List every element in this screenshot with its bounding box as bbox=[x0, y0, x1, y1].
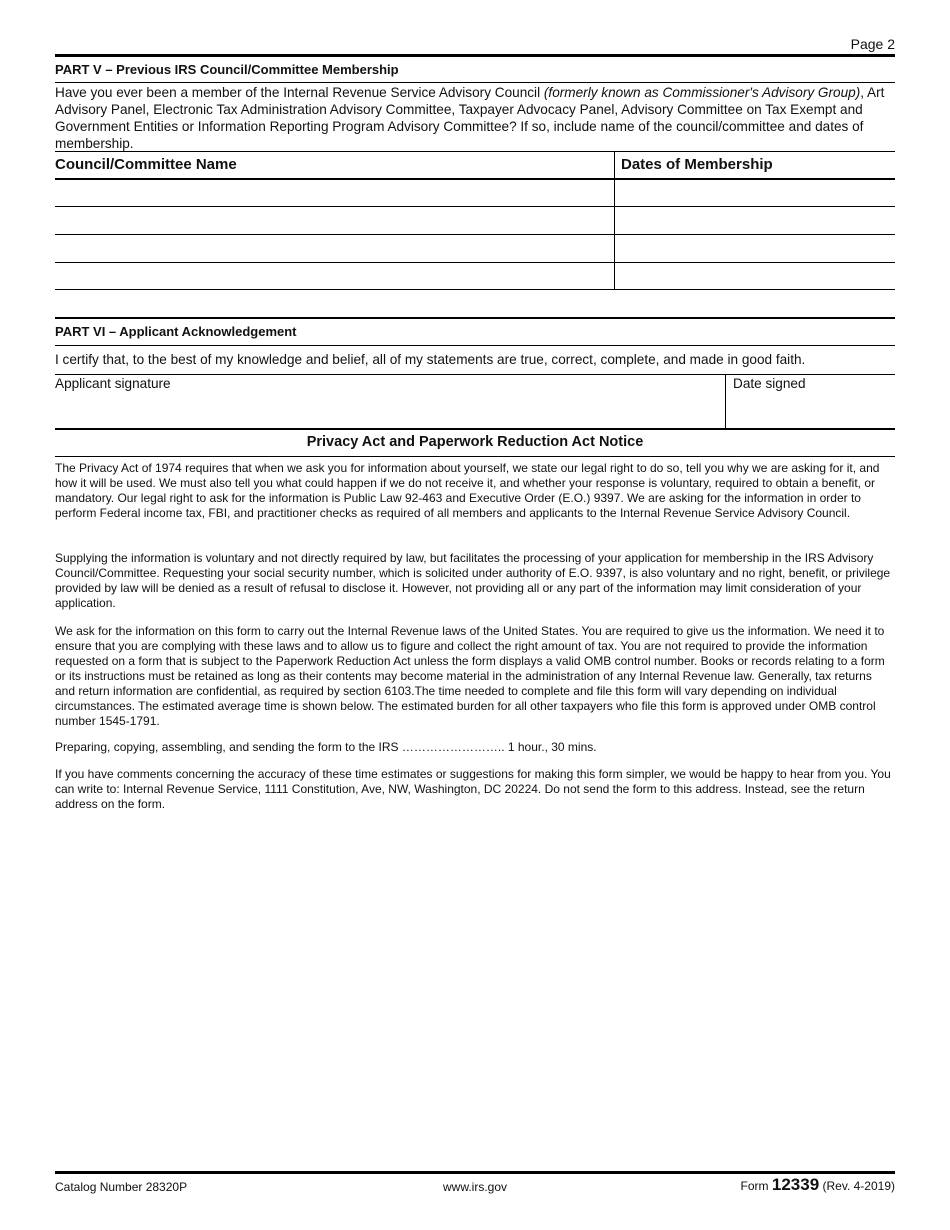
col-header-dates: Dates of Membership bbox=[621, 156, 773, 173]
form-number: 12339 bbox=[771, 1175, 820, 1194]
council-name-field-3[interactable] bbox=[55, 236, 613, 262]
privacy-paragraph-2: Supplying the information is voluntary and not directly required by law, but facilitates the processing of your application for membership in the IRS Advisory Council/Committee. Requesting your social security number, which is solicited under authority of E.O. 9397, is also voluntary and no right, benefit, or privilege provided by law will be denied as a result of refusal to disclose it. However, not providing all or any part of the information may limit consideration of your application. bbox=[55, 551, 891, 610]
form-page bbox=[55, 0, 895, 1230]
part6-divider bbox=[55, 345, 895, 346]
signature-divider bbox=[725, 374, 726, 429]
part5-divider bbox=[55, 82, 895, 83]
applicant-signature-field[interactable] bbox=[55, 376, 723, 428]
membership-dates-field-2[interactable] bbox=[616, 208, 895, 234]
privacy-paragraph-3: We ask for the information on this form to carry out the Internal Revenue laws of the United States. You are required to give us the information. We need it to ensure that you are complying with these laws and to allow us to figure and collect the right amount of tax. You are not required to provide the information requested on a form that is subject to the Paperwork Reduction Act unless the form displays a valid OMB control number. Books or records relating to a form or its instructions must be retained as long as their contents may become material in the administration of any Internal Revenue law. Generally, tax returns and return information are confidential, as required by section 6103.The time needed to complete and file this form will vary depending on individual circumstances. The estimated average time is shown below. The estimated burden for all other taxpayers who file this form is approved under OMB control number 1545-1791. bbox=[55, 624, 885, 728]
col-header-name: Council/Committee Name bbox=[55, 156, 237, 173]
top-rule bbox=[55, 54, 895, 57]
table-row-rule bbox=[55, 234, 895, 235]
part6-top-rule bbox=[55, 317, 895, 319]
membership-dates-field-1[interactable] bbox=[616, 180, 895, 206]
signature-bottom-rule bbox=[55, 428, 895, 430]
intro-text-b: , Art Advisory Panel, Electronic Tax Administration Advisory Committee, Taxpayer Advocacy Panel, Advisory Committee on Tax Exempt and Government Entities or Information Reporting Program Advisory Committee? If so, include name of the council/committee and dates of membership. bbox=[55, 85, 885, 151]
privacy-paragraph-1: The Privacy Act of 1974 requires that when we ask you for information about yourself, we state our legal right to do so, tell you why we are asking for it, and how it will be used. We must also tell you what could happen if we do not receive it, and whether your response is voluntary, required to obtain a benefit, or mandatory. Our legal right to ask for the information is Public Law 92-463 and Executive Order (E.O.) 9397. We are asking for the information in order to perform Federal income tax, FBI, and practitioner checks as required of all members and applicants to the Internal Revenue Service Advisory Council. bbox=[55, 461, 880, 520]
website-text: www.irs.gov bbox=[442, 1180, 507, 1194]
table-row-rule bbox=[55, 206, 895, 207]
council-name-field-1[interactable] bbox=[55, 180, 613, 206]
intro-text-a: Have you ever been a member of the Internal Revenue Service Advisory Council bbox=[55, 85, 544, 100]
date-signed-field[interactable] bbox=[727, 376, 895, 428]
intro-text-italic: (formerly known as Commissioner's Advisory Group) bbox=[543, 85, 861, 100]
privacy-paragraph-5: If you have comments concerning the accuracy of these time estimates or suggestions for making this form simpler, we would be happy to hear from you. You can write to: Internal Revenue Service, 1111 Constitution, Ave, NW, Washington, DC 20224. Do not send the form to this address. Instead, see the return address on the form. bbox=[55, 767, 891, 811]
form-revision: (Rev. 4-2019) bbox=[822, 1179, 895, 1193]
table-bottom-rule bbox=[55, 289, 895, 290]
time-estimate: Preparing, copying, assembling, and sending the form to the IRS …………………….. 1 hour., 30 mins. bbox=[55, 740, 597, 754]
page-number: Page 2 bbox=[850, 36, 895, 52]
part6-title: PART VI – Applicant Acknowledgement bbox=[55, 324, 297, 339]
certification-statement: I certify that, to the best of my knowledge and belief, all of my statements are true, correct, complete, and made in good faith. bbox=[55, 352, 806, 367]
table-column-divider bbox=[614, 151, 615, 290]
membership-dates-field-3[interactable] bbox=[616, 236, 895, 262]
form-identifier bbox=[741, 1175, 895, 1195]
privacy-notice-title: Privacy Act and Paperwork Reduction Act Notice bbox=[306, 434, 644, 450]
table-row-rule bbox=[55, 262, 895, 263]
form-word: Form bbox=[740, 1179, 769, 1193]
table-top-rule bbox=[55, 151, 895, 152]
council-name-field-2[interactable] bbox=[55, 208, 613, 234]
privacy-title-rule bbox=[55, 456, 895, 457]
signature-top-rule bbox=[55, 374, 895, 375]
council-name-field-4[interactable] bbox=[55, 264, 613, 289]
date-signed-label: Date signed bbox=[733, 376, 806, 391]
footer-rule bbox=[55, 1171, 895, 1174]
membership-dates-field-4[interactable] bbox=[616, 264, 895, 289]
catalog-number: Catalog Number 28320P bbox=[55, 1180, 188, 1194]
part5-title: PART V – Previous IRS Council/Committee Membership bbox=[55, 62, 399, 77]
part5-intro bbox=[55, 84, 895, 152]
applicant-signature-label: Applicant signature bbox=[55, 376, 171, 391]
